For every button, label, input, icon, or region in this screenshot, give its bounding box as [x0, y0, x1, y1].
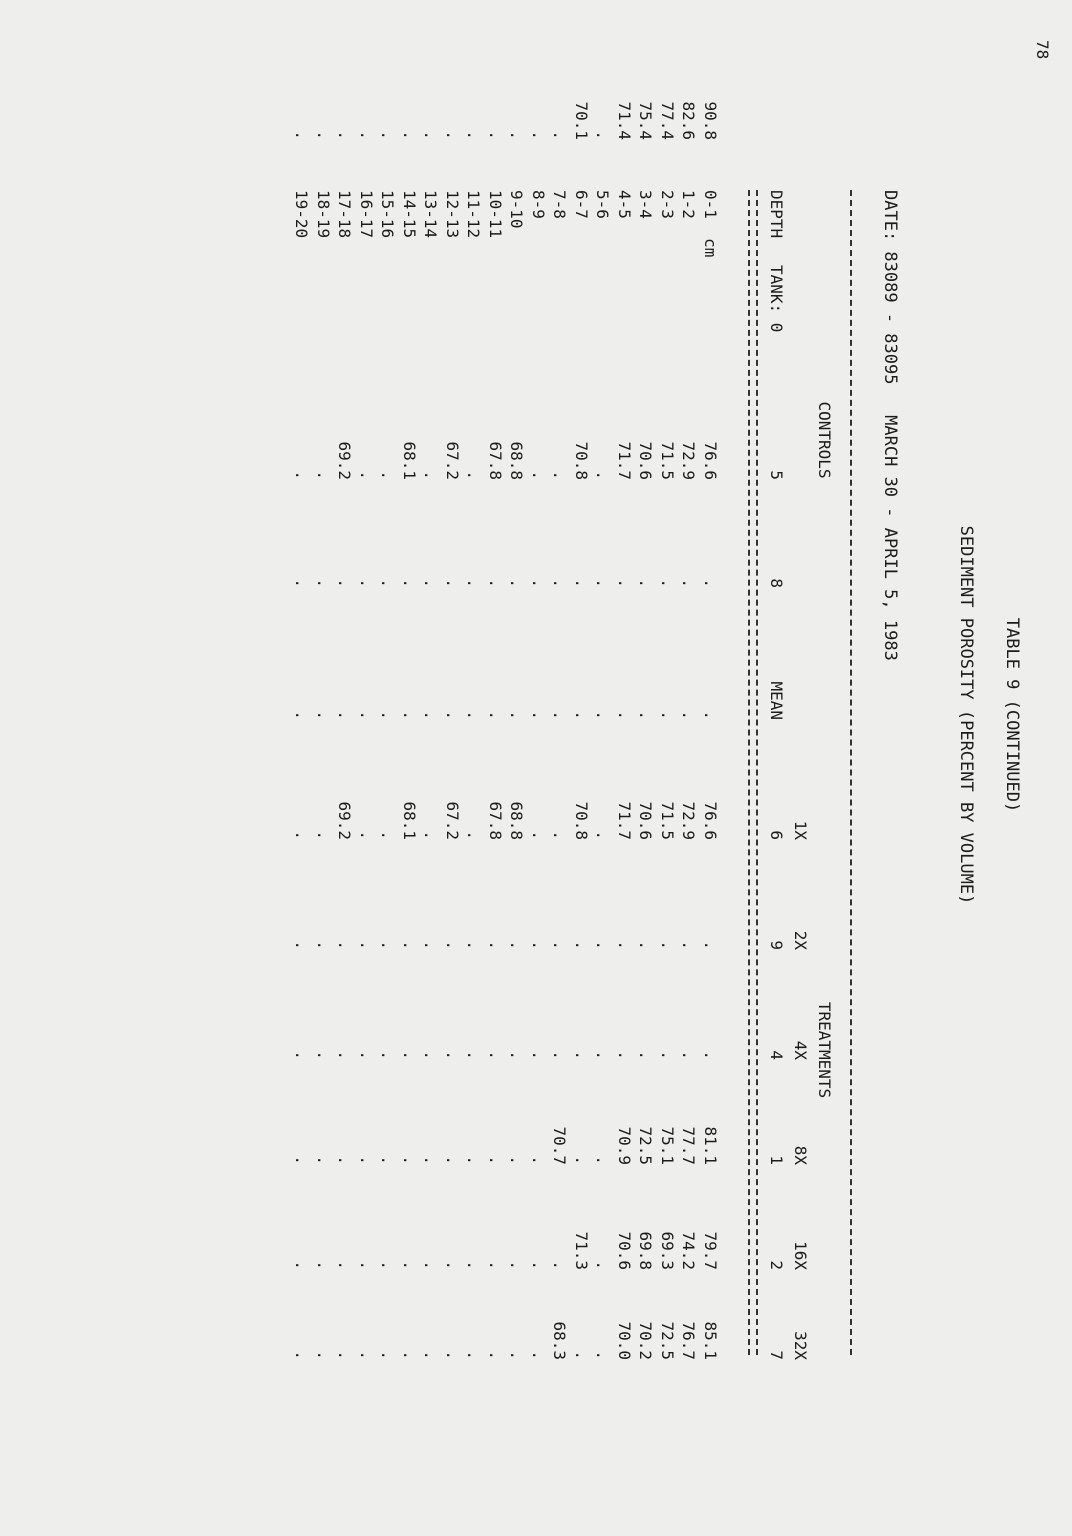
table-cell: 75.4	[636, 101, 656, 140]
table-cell: .	[292, 578, 312, 588]
table-title: TABLE 9 (CONTINUED)	[1002, 617, 1022, 813]
table-cell: .	[357, 940, 376, 950]
table-cell: .	[443, 1050, 462, 1060]
table-cell: 77.4	[658, 101, 677, 140]
table-cell: .	[443, 1350, 462, 1360]
table-cell: .	[378, 1050, 398, 1060]
table-cell: 70.7	[550, 1126, 570, 1165]
table-cell: .	[400, 940, 419, 950]
table-cell: .	[593, 1350, 613, 1360]
table-cell: .	[378, 1155, 398, 1165]
depth-cell: 11-12	[464, 190, 484, 239]
table-cell: .	[378, 470, 398, 480]
table-cell: .	[507, 1050, 527, 1060]
table-cell: .	[292, 1155, 312, 1165]
table-cell: .	[658, 940, 677, 950]
table-cell: 68.3	[550, 1321, 570, 1360]
table-cell: .	[421, 710, 441, 720]
table-cell: .	[335, 940, 355, 950]
table-cell: .	[593, 1050, 613, 1060]
table-cell: 70.9	[615, 1126, 634, 1165]
table-cell: .	[701, 578, 720, 588]
table-cell: .	[292, 830, 312, 840]
table-cell: 76.7	[679, 1321, 699, 1360]
table-cell: 90.8	[701, 101, 720, 140]
table-cell: 77.7	[679, 1126, 699, 1165]
column-subheader-6: 4	[767, 1050, 786, 1060]
depth-cell: 0-1 cm	[701, 190, 720, 258]
table-cell: .	[593, 940, 613, 950]
table-cell: 71.4	[615, 101, 634, 140]
table-cell: .	[572, 940, 591, 950]
table-cell: .	[486, 940, 505, 950]
column-subheader-7: 1	[767, 1155, 786, 1165]
table-cell: .	[572, 1155, 591, 1165]
table-cell: .	[421, 940, 441, 950]
table-cell: .	[443, 1155, 462, 1165]
table-cell: .	[572, 1050, 591, 1060]
table-cell: .	[529, 940, 548, 950]
table-cell: .	[464, 710, 484, 720]
table-cell: .	[529, 578, 548, 588]
table-cell: .	[507, 130, 527, 140]
table-cell: 69.2	[335, 801, 355, 840]
table-cell: 72.5	[658, 1321, 677, 1360]
table-cell: .	[357, 830, 376, 840]
table-cell: .	[421, 1260, 441, 1270]
table-cell: .	[507, 1155, 527, 1165]
table-cell: .	[507, 578, 527, 588]
table-cell: .	[357, 578, 376, 588]
table-cell: .	[464, 1350, 484, 1360]
table-cell: .	[679, 1050, 699, 1060]
depth-cell: 17-18	[335, 190, 355, 239]
column-header-5: 2X	[791, 930, 810, 950]
table-cell: .	[572, 710, 591, 720]
column-subheader-3: MEAN	[767, 681, 786, 720]
table-cell: 67.8	[486, 441, 505, 480]
table-cell: 69.3	[658, 1231, 677, 1270]
table-cell: .	[529, 130, 548, 140]
table-cell: .	[464, 1050, 484, 1060]
table-cell: .	[529, 830, 548, 840]
table-cell: .	[292, 1260, 312, 1270]
table-cell: .	[443, 130, 462, 140]
table-cell: .	[421, 470, 441, 480]
table-cell: 81.1	[701, 1126, 720, 1165]
table-cell: 68.8	[507, 441, 527, 480]
table-cell: .	[679, 710, 699, 720]
table-cell: 70.0	[615, 1321, 634, 1360]
column-subheader-1: 5	[767, 470, 786, 480]
table-cell: .	[443, 940, 462, 950]
table-cell: .	[615, 710, 634, 720]
table-cell: .	[529, 710, 548, 720]
table-cell: 67.2	[443, 441, 462, 480]
table-cell: 70.1	[572, 101, 591, 140]
date-range: DATE: 83089 - 83095 MARCH 30 - APRIL 5, 1983	[880, 190, 900, 661]
table-cell: 70.2	[636, 1321, 656, 1360]
table-cell: .	[335, 1350, 355, 1360]
table-cell: .	[314, 940, 333, 950]
table-cell: 70.6	[636, 801, 656, 840]
depth-cell: 2-3	[658, 190, 677, 219]
table-cell: .	[529, 1260, 548, 1270]
table-cell: .	[292, 1350, 312, 1360]
table-cell: 68.8	[507, 801, 527, 840]
table-cell: .	[421, 1155, 441, 1165]
table-cell: .	[357, 1050, 376, 1060]
table-cell: .	[636, 710, 656, 720]
table-cell: .	[400, 1350, 419, 1360]
table-cell: 68.1	[400, 441, 419, 480]
table-cell: .	[378, 1350, 398, 1360]
table-cell: .	[314, 130, 333, 140]
table-cell: .	[593, 710, 613, 720]
table-cell: .	[529, 1050, 548, 1060]
page-number: 78	[1033, 40, 1052, 60]
table-cell: .	[314, 1050, 333, 1060]
table-cell: .	[550, 710, 570, 720]
depth-cell: 19-20	[292, 190, 312, 239]
table-cell: .	[335, 578, 355, 588]
depth-cell: 12-13	[443, 190, 462, 239]
table-cell: .	[421, 130, 441, 140]
table-cell: .	[550, 830, 570, 840]
table-cell: .	[378, 578, 398, 588]
table-cell: .	[658, 710, 677, 720]
table-cell: .	[529, 1155, 548, 1165]
table-cell: .	[314, 470, 333, 480]
table-cell: 75.1	[658, 1126, 677, 1165]
column-subheader-4: 6	[767, 830, 786, 840]
table-cell: .	[443, 578, 462, 588]
table-cell: .	[593, 578, 613, 588]
table-cell: 69.2	[335, 441, 355, 480]
table-cell: .	[292, 1050, 312, 1060]
table-cell: 76.6	[701, 441, 720, 480]
table-cell: .	[314, 1260, 333, 1270]
table-cell: 72.9	[679, 441, 699, 480]
table-cell: 69.8	[636, 1231, 656, 1270]
table-cell: .	[464, 470, 484, 480]
table-cell: .	[464, 130, 484, 140]
table-cell: 67.8	[486, 801, 505, 840]
column-header-6: 4X	[791, 1040, 810, 1060]
table-cell: 72.5	[636, 1126, 656, 1165]
table-cell: .	[679, 940, 699, 950]
table-cell: .	[679, 578, 699, 588]
depth-cell: 1-2	[679, 190, 699, 219]
table-cell: .	[335, 710, 355, 720]
table-cell: .	[486, 1155, 505, 1165]
table-cell: .	[357, 1155, 376, 1165]
table-cell: 71.5	[658, 441, 677, 480]
depth-cell: 8-9	[529, 190, 548, 219]
table-cell: 79.7	[701, 1231, 720, 1270]
table-cell: 71.5	[658, 801, 677, 840]
table-cell: .	[486, 710, 505, 720]
table-cell: .	[400, 1050, 419, 1060]
table-cell: .	[400, 710, 419, 720]
table-cell: .	[357, 470, 376, 480]
table-cell: .	[593, 130, 613, 140]
header-rule-bottom-2	[748, 190, 750, 1355]
table-cell: .	[400, 578, 419, 588]
table-cell: .	[486, 130, 505, 140]
depth-cell: 16-17	[357, 190, 376, 239]
table-cell: 71.3	[572, 1231, 591, 1270]
table-cell: .	[486, 578, 505, 588]
table-cell: 72.9	[679, 801, 699, 840]
table-cell: .	[615, 578, 634, 588]
table-cell: 71.7	[615, 441, 634, 480]
table-cell: .	[486, 1050, 505, 1060]
table-cell: .	[550, 1050, 570, 1060]
table-cell: 68.1	[400, 801, 419, 840]
rotated-table-page	[170, 80, 1030, 1460]
table-cell: .	[400, 1260, 419, 1270]
table-cell: .	[593, 470, 613, 480]
table-cell: .	[658, 1050, 677, 1060]
table-cell: .	[636, 940, 656, 950]
table-cell: .	[357, 710, 376, 720]
depth-cell: 10-11	[486, 190, 505, 239]
table-cell: .	[378, 710, 398, 720]
table-cell: .	[507, 1350, 527, 1360]
table-cell: .	[486, 1350, 505, 1360]
table-subtitle: SEDIMENT POROSITY (PERCENT BY VOLUME)	[956, 525, 976, 905]
table-cell: .	[550, 940, 570, 950]
table-cell: .	[701, 1050, 720, 1060]
column-subheader-2: 8	[767, 578, 786, 588]
table-cell: .	[421, 1050, 441, 1060]
table-cell: .	[507, 710, 527, 720]
table-cell: .	[357, 1260, 376, 1270]
header-rule-top	[850, 190, 852, 1355]
table-cell: .	[615, 1050, 634, 1060]
table-cell: .	[464, 940, 484, 950]
depth-cell: 4-5	[615, 190, 634, 219]
table-cell: .	[378, 940, 398, 950]
table-cell: .	[292, 940, 312, 950]
table-cell: .	[658, 578, 677, 588]
depth-cell: 15-16	[378, 190, 398, 239]
table-cell: 74.2	[679, 1231, 699, 1270]
table-cell: .	[615, 940, 634, 950]
table-cell: .	[314, 710, 333, 720]
table-cell: 85.1	[701, 1321, 720, 1360]
table-cell: .	[335, 1260, 355, 1270]
table-cell: .	[529, 470, 548, 480]
table-cell: .	[507, 940, 527, 950]
table-cell: .	[464, 830, 484, 840]
table-cell: .	[357, 1350, 376, 1360]
column-header-8: 16X	[791, 1241, 810, 1270]
table-cell: .	[314, 1350, 333, 1360]
table-cell: .	[378, 830, 398, 840]
table-cell: 82.6	[679, 101, 699, 140]
table-cell: .	[464, 1260, 484, 1270]
column-header-0: DEPTH	[767, 190, 786, 239]
table-cell: .	[314, 578, 333, 588]
table-cell: 70.6	[615, 1231, 634, 1270]
column-subheader-0: TANK: 0	[767, 265, 786, 333]
table-cell: 67.2	[443, 801, 462, 840]
group-label-controls: CONTROLS	[815, 401, 834, 479]
depth-cell: 14-15	[400, 190, 419, 239]
table-cell: .	[378, 130, 398, 140]
table-cell: .	[636, 1050, 656, 1060]
table-cell: .	[550, 470, 570, 480]
header-rule-bottom-1	[756, 190, 758, 1355]
table-cell: .	[529, 1350, 548, 1360]
column-header-9: 32X	[791, 1331, 810, 1360]
table-cell: .	[335, 1155, 355, 1165]
table-cell: .	[550, 578, 570, 588]
table-cell: 70.6	[636, 441, 656, 480]
table-cell: .	[593, 830, 613, 840]
table-cell: .	[400, 1155, 419, 1165]
table-cell: .	[335, 1050, 355, 1060]
table-cell: .	[335, 130, 355, 140]
table-cell: 76.6	[701, 801, 720, 840]
column-subheader-5: 9	[767, 940, 786, 950]
table-cell: .	[636, 578, 656, 588]
column-subheader-8: 2	[767, 1260, 786, 1270]
table-cell: .	[400, 130, 419, 140]
column-header-4: 1X	[791, 820, 810, 840]
table-cell: .	[292, 470, 312, 480]
table-cell: .	[593, 1260, 613, 1270]
depth-cell: 3-4	[636, 190, 656, 219]
table-cell: .	[421, 1350, 441, 1360]
depth-cell: 5-6	[593, 190, 613, 219]
table-cell: .	[464, 1155, 484, 1165]
table-cell: .	[701, 710, 720, 720]
column-subheader-9: 7	[767, 1350, 786, 1360]
column-header-7: 8X	[791, 1145, 810, 1165]
table-cell: .	[292, 130, 312, 140]
table-cell: 70.8	[572, 801, 591, 840]
table-cell: .	[550, 130, 570, 140]
table-cell: 70.8	[572, 441, 591, 480]
table-cell: .	[443, 710, 462, 720]
table-cell: .	[292, 710, 312, 720]
table-cell: .	[701, 940, 720, 950]
group-label-treatments: TREATMENTS	[815, 1001, 834, 1099]
table-cell: .	[443, 1260, 462, 1270]
table-cell: .	[593, 1155, 613, 1165]
table-cell: .	[464, 578, 484, 588]
table-cell: .	[421, 830, 441, 840]
table-cell: .	[486, 1260, 505, 1270]
table-cell: .	[421, 578, 441, 588]
table-cell: .	[507, 1260, 527, 1270]
table-cell: .	[314, 830, 333, 840]
depth-cell: 18-19	[314, 190, 333, 239]
table-cell: 71.7	[615, 801, 634, 840]
table-cell: .	[314, 1155, 333, 1165]
table-cell: .	[572, 1350, 591, 1360]
depth-cell: 13-14	[421, 190, 441, 239]
table-cell: .	[550, 1260, 570, 1270]
depth-cell: 6-7	[572, 190, 591, 219]
depth-cell: 7-8	[550, 190, 570, 219]
table-cell: .	[572, 578, 591, 588]
table-cell: .	[378, 1260, 398, 1270]
table-cell: .	[357, 130, 376, 140]
depth-cell: 9-10	[507, 190, 527, 229]
